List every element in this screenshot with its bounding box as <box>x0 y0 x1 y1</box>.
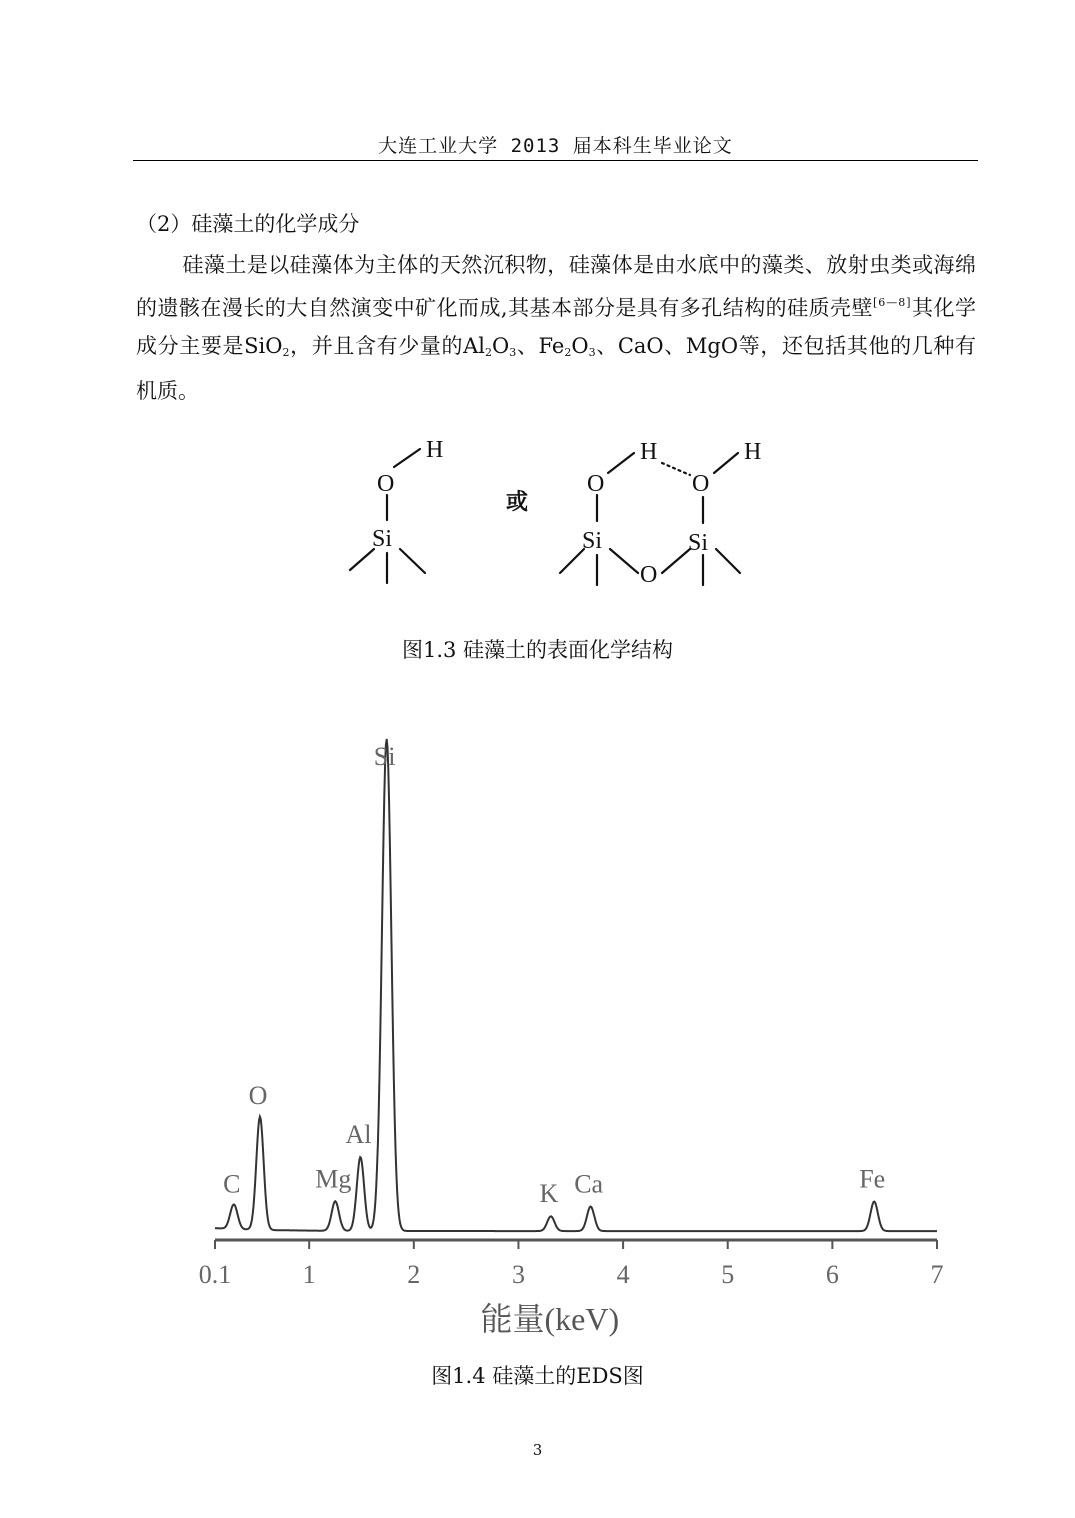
citation-ref: [6—8] <box>873 296 912 309</box>
bond <box>610 549 638 573</box>
x-axis-title: 能量(keV) <box>480 1301 620 1337</box>
connector-label: 或 <box>506 489 529 514</box>
page-number: 3 <box>532 1441 543 1459</box>
bond <box>608 453 634 473</box>
eds-spectrum-chart <box>190 725 960 1345</box>
atom-label-h: H <box>426 437 444 463</box>
bond <box>716 549 740 573</box>
subscript: 3 <box>588 346 596 359</box>
paragraph-text-7: 、CaO、MgO等，还包括其他的几种有机质。 <box>136 334 976 403</box>
paragraph-text-5: 、Fe <box>516 334 565 358</box>
subscript: 3 <box>509 346 517 359</box>
figure-caption-1: 图1.3 硅藻土的表面化学结构 <box>401 638 674 662</box>
peak-label-ca: Ca <box>574 1169 604 1199</box>
bond <box>350 549 374 570</box>
section-heading: （2）硅藻土的化学成分 <box>136 212 360 236</box>
header-rule <box>133 160 978 161</box>
peak-label-al: Al <box>345 1120 372 1150</box>
atom-label-h: H <box>640 439 658 465</box>
bond <box>714 453 738 473</box>
atom-label-si: Si <box>688 530 709 556</box>
paragraph-text-6: O <box>571 334 589 358</box>
peak-label-k: K <box>539 1179 559 1209</box>
atom-label-h: H <box>744 439 762 465</box>
bond <box>394 449 420 467</box>
atom-label-si: Si <box>372 526 393 552</box>
paragraph-text-1: 硅藻土是以硅藻体为主体的天然沉积物，硅藻体是由水底中的藻类、放射虫类或海绵的遗骸在漫长的大自然演变中矿化而成,其基本部分是具有多孔结构的硅质壳壁 <box>136 253 976 320</box>
atom-label-o: O <box>692 471 710 497</box>
peak-label-fe: Fe <box>859 1164 886 1194</box>
hydrogen-bond <box>662 463 690 475</box>
peak-label-o: O <box>248 1080 268 1110</box>
body-paragraph <box>136 246 976 410</box>
peak-label-si: Si <box>373 742 396 771</box>
subscript: 2 <box>564 346 572 359</box>
spectrum-line <box>215 739 937 1231</box>
bond <box>560 549 584 573</box>
x-tick-label: 3 <box>511 1260 525 1289</box>
peak-label-c: C <box>223 1169 241 1199</box>
peak-label-mg: Mg <box>315 1164 352 1194</box>
page-header-title: 大连工业大学 2013 届本科生毕业论文 <box>378 135 733 157</box>
x-tick-label: 4 <box>616 1260 630 1289</box>
bond <box>662 549 690 573</box>
paragraph-text-2: 其化学成分主要是SiO <box>136 296 976 358</box>
paragraph-text-3: ，并且含有少量的Al <box>289 334 486 358</box>
atom-label-si: Si <box>582 528 603 554</box>
atom-label-o: O <box>377 471 395 497</box>
x-tick-label: 1 <box>302 1260 316 1289</box>
bond <box>400 549 425 573</box>
subscript: 2 <box>485 346 493 359</box>
x-tick-label: 2 <box>407 1260 421 1289</box>
subscript: 2 <box>282 346 290 359</box>
atom-label-o: O <box>640 562 658 588</box>
x-tick-label: 0.1 <box>198 1260 232 1289</box>
figure-caption-2: 图1.4 硅藻土的EDS图 <box>431 1364 644 1388</box>
silanol-structure-diagram <box>330 425 770 595</box>
x-tick-label: 6 <box>825 1260 839 1289</box>
x-tick-label: 5 <box>721 1260 735 1289</box>
x-tick-label: 7 <box>930 1260 944 1289</box>
atom-label-o: O <box>587 471 605 497</box>
paragraph-text-4: O <box>492 334 510 358</box>
